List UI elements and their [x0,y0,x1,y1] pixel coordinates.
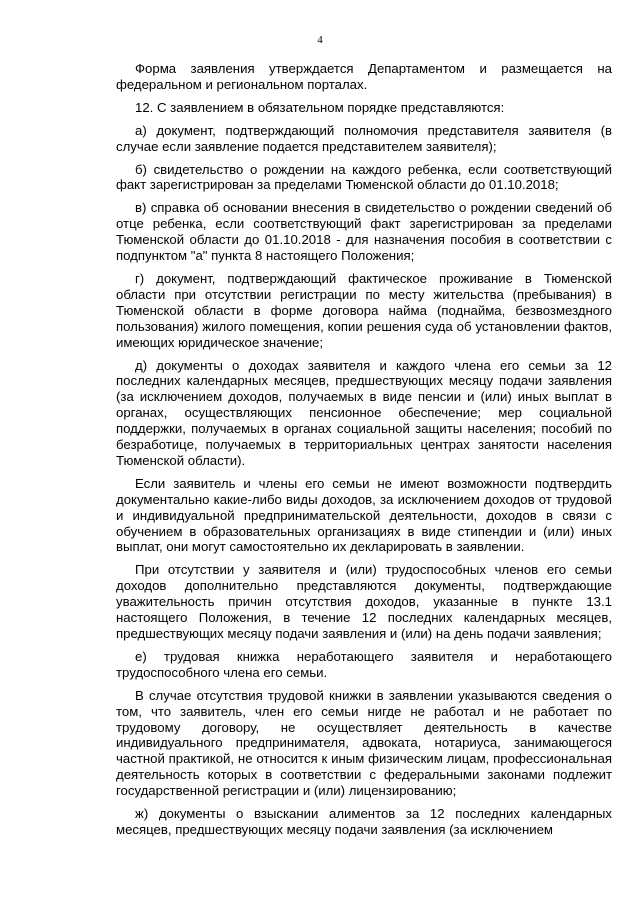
paragraph-item-a: а) документ, подтверждающий полномочия представителя заявителя (в случае если заявление подается представителем заявителя); [116,122,612,154]
paragraph-no-workbook: В случае отсутствия трудовой книжки в заявлении указываются сведения о том, что заявитель, член его семьи нигде не работал и не работает по трудовому договору, не осуществляет деятельность в качестве индивидуального предпринимателя, адвоката, нотариуса, занимающегося частной практикой, не относится к иным физическим лицам, профессиональная деятельность которых в соответствии с федеральными законами подлежит государственной регистрации и (или) лицензированию; [116,687,612,799]
paragraph-income-declaration: Если заявитель и члены его семьи не имеют возможности подтвердить документально какие-либо виды доходов, за исключением доходов от трудовой и индивидуальной предпринимательской деятельности, доходов в связи с обучением в образовательных организациях в виде стипендии и (или) иных выплат, они могут самостоятельно их декларировать в заявлении. [116,475,612,555]
paragraph-item-v: в) справка об основании внесения в свидетельство о рождении сведений об отце ребенка, если соответствующий факт зарегистрирован за пределами Тюменской области до 01.10.2018 - для назначения пособия в соответствии с подпунктом "а" пункта 8 настоящего Положения; [116,200,612,264]
paragraph-item-d: д) документы о доходах заявителя и каждого члена его семьи за 12 последних календарных месяцев, предшествующих месяцу подачи заявления (за исключением доходов, получаемых в виде пенсии и (или) иных выплат в органах, осуществляющих пенсионное обеспечение; мер социальной поддержки, получаемых в органах социальной защиты населения; пособий по безработице, получаемых в территориальных центрах занятости населения Тюменской области). [116,357,612,468]
paragraph-item-g: г) документ, подтверждающий фактическое проживание в Тюменской области при отсутствии регистрации по месту жительства (пребывания) в Тюменской области в форме договора найма (поднайма, безвозмездного пользования) жилого помещения, копии решения суда об установлении фактов, имеющих юридическое значение; [116,270,612,350]
paragraph-item-12: 12. С заявлением в обязательном порядке представляются: [135,99,505,115]
paragraph-item-b: б) свидетельство о рождении на каждого ребенка, если соответствующий факт зарегистрирован за пределами Тюменской области до 01.10.2018; [116,161,612,193]
paragraph-item-e: е) трудовая книжка неработающего заявителя и неработающего трудоспособного члена его семьи. [116,648,612,680]
paragraph-item-zh: ж) документы о взыскании алиментов за 12 последних календарных месяцев, предшествующих месяцу подачи заявления (за исключением [116,806,612,837]
document-body [116,61,612,844]
page-number: 4 [317,34,323,46]
paragraph-no-income: При отсутствии у заявителя и (или) трудоспособных членов его семьи доходов дополнительно представляются документы, подтверждающие уважительность причин отсутствия доходов, указанные в пункте 13.1 настоящего Положения, в течение 12 последних календарных месяцев, предшествующих месяцу подачи заявления и (или) на день подачи заявления; [116,562,612,641]
paragraph-form-statement: Форма заявления утверждается Департаментом и размещается на федеральном и региональном порталах. [116,61,612,92]
